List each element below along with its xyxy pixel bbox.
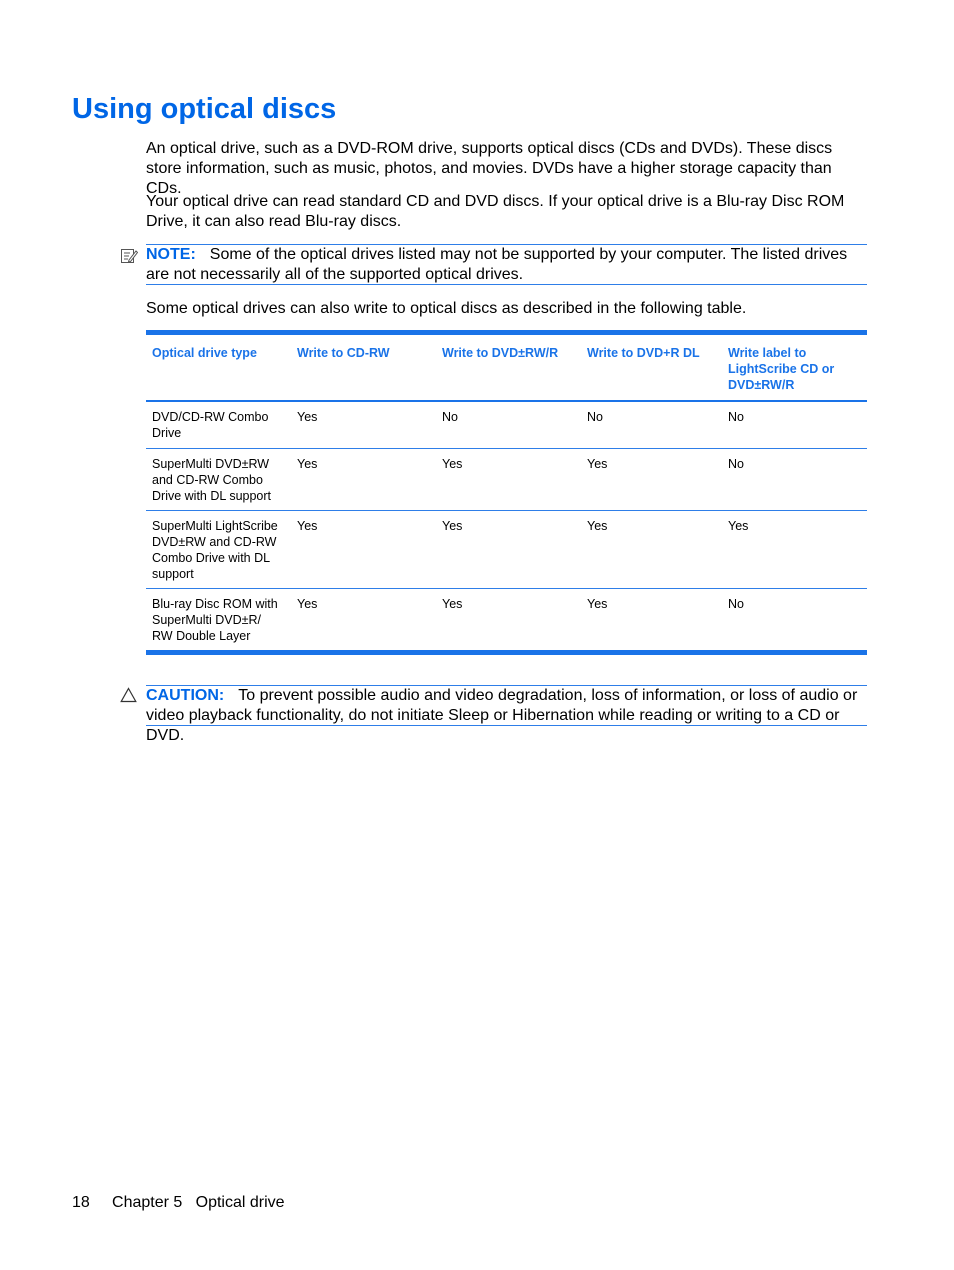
footer-chapter: Chapter 5	[112, 1194, 183, 1211]
cell-dvd-r-dl: No	[581, 401, 722, 448]
cell-dvd-r-dl: Yes	[581, 448, 722, 510]
read-capability-paragraph: Your optical drive can read standard CD and DVD discs. If your optical drive is a Blu-ray Disc ROM Drive, it can also read Blu-ray discs.	[146, 193, 845, 230]
page-number: 18	[72, 1194, 90, 1211]
note-callout	[146, 244, 867, 285]
header-lightscribe: Write label to LightScribe CD or DVD±RW/R	[722, 333, 867, 402]
header-drive-type: Optical drive type	[146, 333, 291, 402]
cell-cd-rw: Yes	[291, 510, 436, 588]
note-pencil-icon	[120, 247, 138, 265]
header-dvd-rw-r: Write to DVD±RW/R	[436, 333, 581, 402]
cell-drive-type: SuperMulti DVD±RW and CD-RW Combo Drive with DL support	[146, 448, 291, 510]
page-title: Using optical discs	[72, 93, 337, 125]
cell-dvd-rw-r: Yes	[442, 596, 463, 611]
footer-chapter-title: Optical drive	[195, 1194, 285, 1211]
note-text: Some of the optical drives listed may not be supported by your computer. The listed drives are not necessarily all of the supported optical drives.	[146, 246, 848, 283]
caution-callout	[146, 685, 867, 744]
cell-dvd-rw-r: No	[436, 401, 581, 448]
cell-dvd-r-dl: Yes	[587, 596, 608, 611]
cell-cd-rw: Yes	[297, 596, 318, 611]
table-intro-paragraph: Some optical drives can also write to optical discs as described in the following table.	[146, 300, 747, 317]
cell-drive-type: DVD/CD-RW Combo Drive	[146, 401, 291, 448]
cell-cd-rw: Yes	[291, 401, 436, 448]
caution-label: CAUTION:	[146, 687, 225, 704]
cell-dvd-rw-r: Yes	[436, 510, 581, 588]
table-header-row	[146, 333, 867, 402]
cell-lightscribe: No	[728, 596, 744, 611]
page-footer	[72, 1193, 285, 1213]
caution-triangle-icon	[120, 687, 137, 703]
cell-dvd-r-dl: Yes	[581, 510, 722, 588]
caution-text: To prevent possible audio and video degradation, loss of information, or loss of audio or video playback functionality, do not initiate Sleep or Hibernation while reading or writing to a CD or DVD.	[146, 687, 858, 744]
cell-dvd-rw-r: Yes	[436, 448, 581, 510]
cell-drive-type: Blu-ray Disc ROM with SuperMulti DVD±R/ RW Double Layer	[152, 596, 278, 643]
table-row	[146, 510, 867, 588]
cell-lightscribe: No	[722, 401, 867, 448]
header-cd-rw: Write to CD-RW	[291, 333, 436, 402]
table-row	[146, 401, 867, 448]
cell-lightscribe: No	[722, 448, 867, 510]
cell-cd-rw: Yes	[291, 448, 436, 510]
note-label: NOTE:	[146, 246, 196, 263]
cell-drive-type: SuperMulti LightScribe DVD±RW and CD-RW Combo Drive with DL support	[146, 510, 291, 588]
optical-drive-table	[146, 330, 867, 655]
intro-paragraph: An optical drive, such as a DVD-ROM drive, supports optical discs (CDs and DVDs). These discs store information, such as music, photos, and movies. DVDs have a higher storage capacity than CDs.	[146, 140, 833, 197]
table-row	[146, 588, 867, 652]
table-row	[146, 448, 867, 510]
header-dvd-r-dl: Write to DVD+R DL	[581, 333, 722, 402]
cell-lightscribe: Yes	[722, 510, 867, 588]
